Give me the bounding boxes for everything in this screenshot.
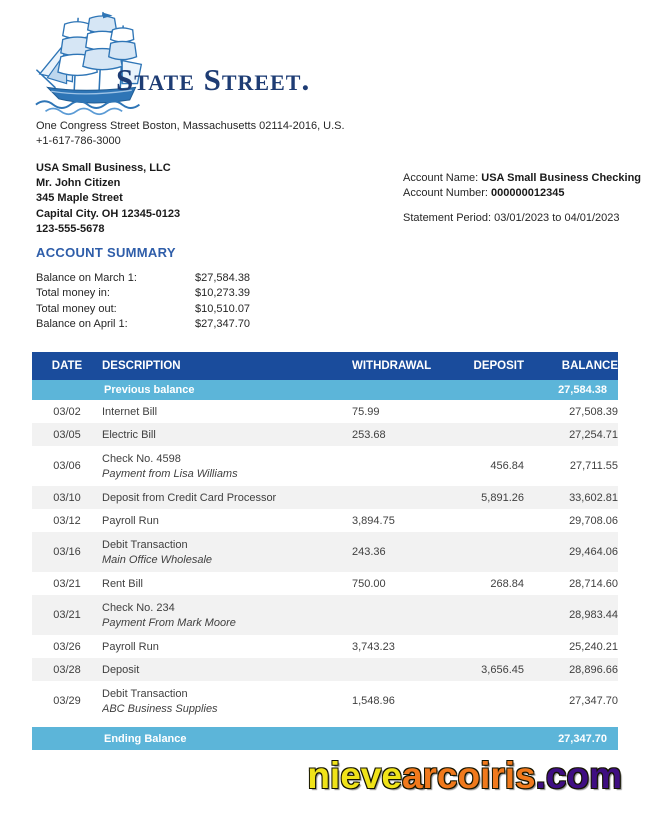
customer-phone: 123-555-5678	[36, 222, 105, 235]
header-deposit: DEPOSIT	[452, 352, 524, 380]
previous-balance-row	[32, 380, 618, 400]
cell-date: 03/12	[53, 514, 81, 527]
cell-withdrawal: 253.68	[352, 428, 386, 441]
cell-description-note: ABC Business Supplies	[102, 702, 218, 715]
cell-description-note: Payment From Mark Moore	[102, 616, 236, 629]
cell-description: Debit Transaction ABC Business Supplies	[102, 681, 352, 721]
cell-description: Payroll Run	[102, 640, 159, 653]
cell-deposit	[452, 509, 524, 532]
bank-address: One Congress Street Boston, Massachusetts 02114-2016, U.S.	[36, 120, 345, 132]
cell-deposit	[452, 532, 524, 572]
cell-date	[32, 380, 102, 400]
statement-period-line	[403, 211, 641, 226]
cell-balance: 29,708.06	[569, 514, 618, 527]
cell-deposit: 268.84	[490, 577, 524, 590]
cell-date	[32, 727, 102, 750]
watermark-part-arcoiris: arcoiris	[401, 755, 536, 796]
account-number-label: Account Number:	[403, 187, 488, 200]
cell-description-note: Main Office Wholesale	[102, 553, 213, 566]
account-number-line	[403, 186, 641, 201]
cell-withdrawal	[352, 446, 452, 486]
cell-balance: 27,347.70	[569, 695, 618, 707]
account-summary-list	[36, 271, 250, 333]
cell-balance: 28,896.66	[569, 663, 618, 676]
cell-balance: 25,240.21	[569, 640, 618, 653]
customer-city: Capital City. OH 12345-0123	[36, 207, 181, 220]
cell-deposit: 5,891.26	[481, 491, 524, 504]
watermark-part-nieve: nieve	[307, 755, 402, 796]
table-row	[32, 572, 618, 595]
cell-withdrawal	[352, 727, 452, 750]
state-street-wordmark: State Street.	[116, 62, 311, 97]
bank-phone: +1-617-786-3000	[36, 135, 121, 147]
cell-balance: 27,508.39	[569, 405, 618, 418]
cell-withdrawal	[352, 658, 452, 681]
ending-balance-row	[32, 727, 618, 750]
cell-description: Debit Transaction Main Office Wholesale	[102, 532, 352, 572]
table-row	[32, 446, 618, 486]
cell-withdrawal: 3,894.75	[352, 514, 395, 527]
account-summary-title: ACCOUNT SUMMARY	[36, 245, 176, 260]
statement-period-value: 03/01/2023 to 04/01/2023	[494, 212, 620, 225]
cell-balance: 28,714.60	[569, 577, 618, 590]
cell-deposit: 3,656.45	[481, 663, 524, 676]
customer-street: 345 Maple Street	[36, 192, 123, 205]
table-row	[32, 658, 618, 681]
previous-balance-label: Previous balance	[104, 384, 195, 396]
cell-withdrawal: 75.99	[352, 405, 380, 418]
cell-date: 03/06	[53, 460, 81, 472]
watermark-nievearcoiris	[307, 755, 622, 797]
summary-value: $10,510.07	[195, 302, 251, 315]
cell-date: 03/05	[53, 428, 81, 441]
cell-deposit	[452, 727, 524, 750]
watermark-part-com: .com	[535, 755, 622, 796]
cell-date: 03/29	[53, 695, 81, 707]
summary-row	[36, 271, 250, 286]
cell-date: 03/16	[53, 546, 81, 558]
header-withdrawal: WITHDRAWAL	[352, 352, 452, 380]
cell-date: 03/21	[53, 609, 81, 621]
cell-balance: 29,464.06	[569, 546, 618, 558]
previous-balance-value: 27,584.38	[558, 384, 607, 396]
summary-row	[36, 302, 250, 317]
table-row	[32, 486, 618, 509]
customer-address-block	[36, 161, 180, 237]
cell-description: Internet Bill	[102, 405, 158, 418]
cell-deposit	[452, 681, 524, 721]
table-row	[32, 595, 618, 635]
ending-balance-label: Ending Balance	[104, 732, 187, 745]
table-row	[32, 681, 618, 721]
summary-label: Total money out:	[36, 302, 117, 315]
cell-description: Check No. 234 Payment From Mark Moore	[102, 595, 352, 635]
cell-description: Deposit	[102, 663, 140, 676]
cell-withdrawal	[352, 486, 452, 509]
ending-balance-value: 27,347.70	[558, 732, 607, 745]
cell-deposit: 456.84	[490, 460, 524, 472]
table-row	[32, 635, 618, 658]
table-row	[32, 509, 618, 532]
summary-label: Total money in:	[36, 287, 110, 300]
cell-description: Payroll Run	[102, 514, 159, 527]
summary-row	[36, 317, 250, 332]
summary-value: $27,584.38	[195, 272, 251, 284]
customer-name: Mr. John Citizen	[36, 177, 121, 190]
cell-withdrawal: 1,548.96	[352, 695, 395, 707]
cell-deposit	[452, 635, 524, 658]
cell-withdrawal: 750.00	[352, 577, 386, 590]
cell-balance: 27,711.55	[569, 460, 618, 472]
cell-description: Electric Bill	[102, 428, 156, 441]
account-info-block	[403, 171, 641, 227]
cell-description: Check No. 4598 Payment from Lisa Williams	[102, 446, 352, 486]
account-name-line	[403, 171, 641, 186]
cell-balance: 33,602.81	[569, 491, 618, 504]
cell-date: 03/28	[53, 663, 81, 676]
cell-deposit	[452, 380, 524, 400]
account-name-value: USA Small Business Checking	[481, 172, 642, 184]
cell-date: 03/26	[53, 640, 81, 653]
cell-date: 03/10	[53, 491, 81, 504]
cell-deposit	[452, 595, 524, 635]
cell-date: 03/02	[53, 405, 81, 418]
header-description: DESCRIPTION	[102, 352, 352, 380]
header-balance: BALANCE	[524, 352, 618, 380]
cell-deposit	[452, 423, 524, 446]
summary-value: $27,347.70	[195, 318, 251, 331]
cell-withdrawal: 3,743.23	[352, 640, 395, 653]
table-row	[32, 532, 618, 572]
cell-description-note: Payment from Lisa Williams	[102, 467, 238, 480]
summary-label: Balance on April 1:	[36, 318, 128, 331]
customer-company: USA Small Business, LLC	[36, 162, 171, 174]
cell-withdrawal	[352, 595, 452, 635]
statement-period-label: Statement Period:	[403, 212, 492, 225]
header-date: DATE	[32, 352, 102, 380]
cell-description: Deposit from Credit Card Processor	[102, 491, 277, 504]
cell-withdrawal	[352, 380, 452, 400]
cell-description: Rent Bill	[102, 577, 143, 590]
account-number-value: 000000012345	[491, 187, 565, 200]
cell-deposit	[452, 400, 524, 423]
cell-balance: 27,254.71	[569, 428, 618, 441]
summary-value: $10,273.39	[195, 287, 251, 300]
summary-row	[36, 286, 250, 301]
table-row	[32, 423, 618, 446]
transactions-table	[32, 352, 618, 750]
cell-date: 03/21	[53, 577, 81, 590]
cell-withdrawal: 243.36	[352, 546, 386, 558]
table-header-row	[32, 352, 618, 380]
cell-balance: 28,983.44	[569, 609, 618, 621]
table-row	[32, 400, 618, 423]
account-name-label: Account Name:	[403, 172, 479, 184]
summary-label: Balance on March 1:	[36, 272, 137, 284]
